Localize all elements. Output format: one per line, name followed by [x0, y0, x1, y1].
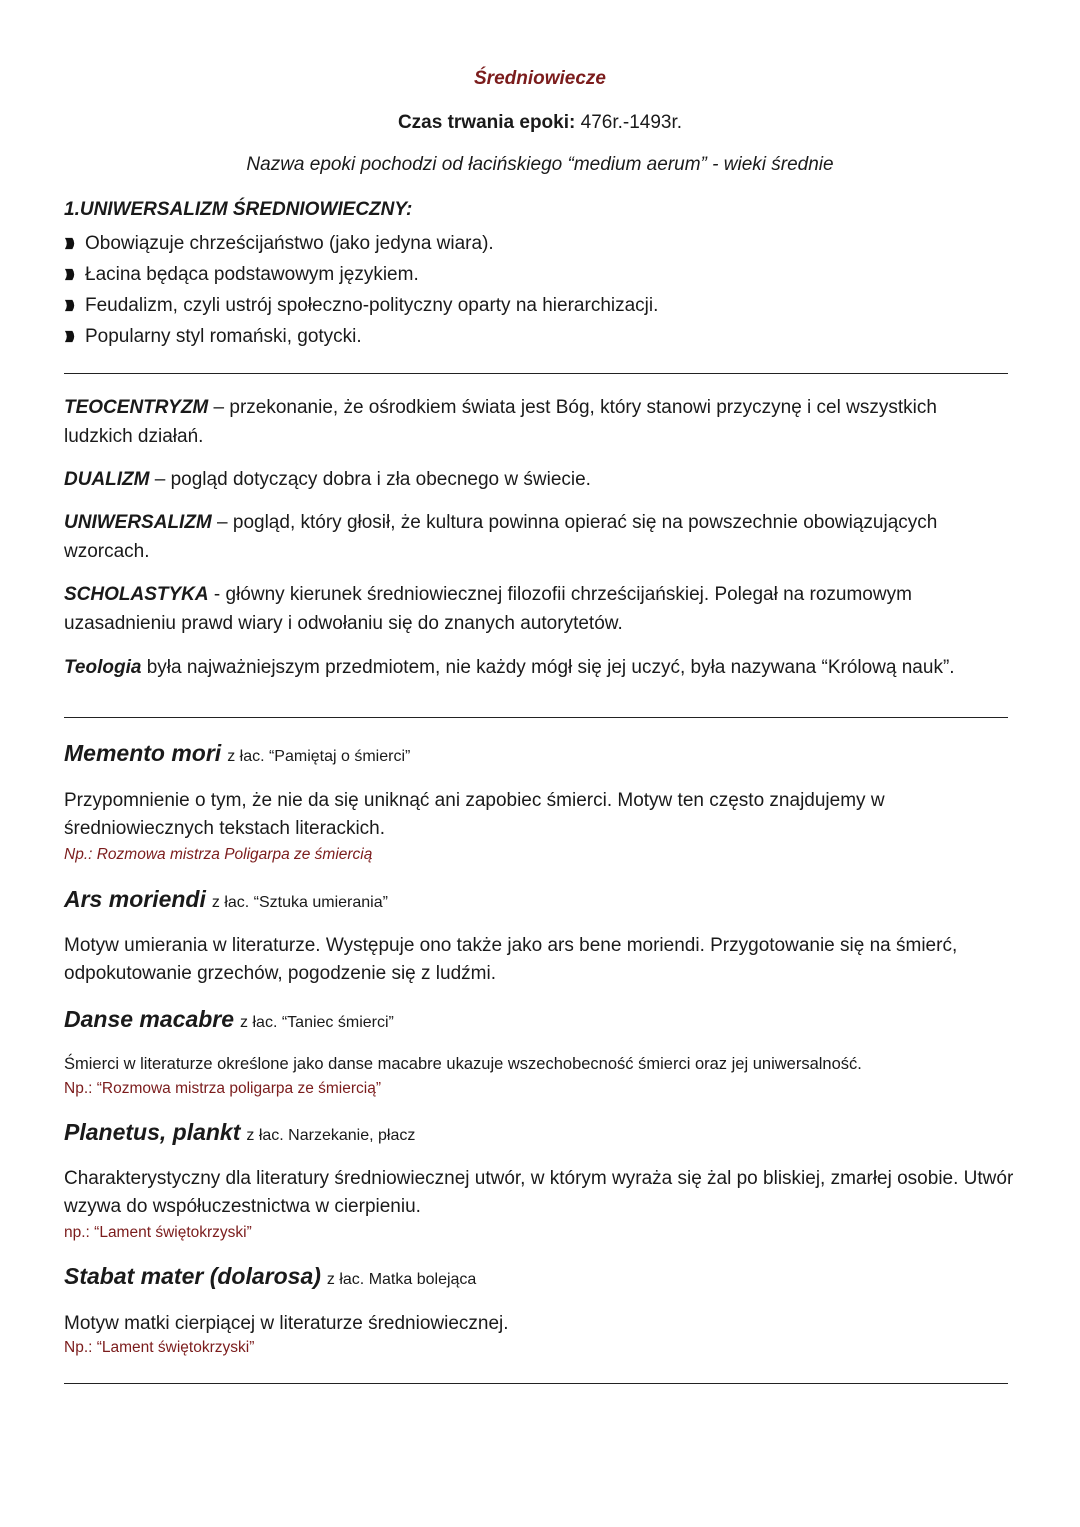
motif-translation: z łac. Matka bolejąca — [326, 1271, 477, 1288]
bullet-text: Feudalizm, czyli ustrój społeczno-polityczny oparty na hierarchizacji. — [85, 294, 659, 316]
divider — [64, 373, 1008, 374]
definition-teocentryzm — [64, 393, 1008, 451]
definition-text: była najważniejszym przedmiotem, nie każdy mógł się jej uczyć, była nazywana “Królową nauk”. — [141, 657, 955, 678]
definition-term: Teologia — [64, 657, 142, 678]
motif-example: np.: “Lament świętokrzyski” — [64, 1224, 252, 1241]
epoch-name-origin: Nazwa epoki pochodzi od łacińskiego “medium aerum” - wieki średnie — [246, 154, 834, 175]
motif-translation: z łac. “Pamiętaj o śmierci” — [227, 748, 411, 765]
page-title: Średniowiecze — [474, 68, 606, 89]
motif-translation: z łac. “Sztuka umierania” — [211, 894, 388, 911]
definition-term: TEOCENTRYZM — [64, 397, 209, 418]
motif-heading-ars-moriendi — [64, 886, 388, 913]
bullet-text: Łacina będąca podstawowym językiem. — [85, 263, 419, 285]
period-label: Czas trwania epoki: — [397, 112, 576, 133]
motif-name: Ars moriendi — [64, 886, 206, 912]
divider — [64, 717, 1008, 718]
epoch-period — [0, 112, 1080, 134]
divider — [64, 1383, 1008, 1384]
list-item — [64, 321, 658, 352]
bullet-text: Popularny styl romański, gotycki. — [85, 325, 362, 347]
motif-heading-danse-macabre — [64, 1006, 394, 1033]
motif-description: Motyw umierania w literaturze. Występuje ono także jako ars bene moriendi. Przygotowanie się na śmierć, odpokutowanie grzechów, pogodzenie się z ludźmi. — [64, 935, 958, 984]
definition-scholastyka — [64, 580, 1008, 638]
bullet-text: Obowiązuje chrześcijaństwo (jako jedyna wiara). — [85, 232, 494, 254]
motif-description: Przypomnienie o tym, że nie da się uniknąć ani zapobiec śmierci. Motyw ten często znajdujemy w średniowiecznych tekstach literackich. — [64, 790, 885, 839]
definition-text: – przekonanie, że ośrodkiem świata jest Bóg, który stanowi przyczynę i cel wszystkich ludzkich działań. — [64, 397, 937, 447]
definition-dualizm — [64, 465, 1008, 494]
motif-heading-planetus — [64, 1119, 415, 1146]
definition-text: – pogląd dotyczący dobra i zła obecnego w świecie. — [149, 469, 591, 490]
definition-term: UNIWERSALIZM — [64, 512, 212, 533]
list-item — [64, 290, 658, 321]
bullet-icon — [64, 299, 77, 312]
motif-heading-stabat-mater — [64, 1263, 476, 1290]
motif-example: Np.: “Lament świętokrzyski” — [64, 1339, 255, 1356]
definition-term: SCHOLASTYKA — [64, 584, 209, 605]
definition-text: – pogląd, który głosił, że kultura powinna opierać się na powszechnie obowiązujących wzorcach. — [64, 512, 938, 562]
motif-translation: z łac. “Taniec śmierci” — [240, 1014, 394, 1031]
definition-text: - główny kierunek średniowiecznej filozofii chrześcijańskiej. Polegał na rozumowym uzasadnieniu prawd wiary i odwołaniu się do znanych autorytetów. — [64, 584, 912, 634]
motif-example: Np.: “Rozmowa mistrza poligarpa ze śmiercią” — [64, 1080, 381, 1097]
motif-name: Stabat mater (dolarosa) — [64, 1263, 321, 1289]
motif-example: Np.: Rozmowa mistrza Poligarpa ze śmiercią — [64, 846, 373, 863]
period-value: 476r.-1493r. — [580, 112, 683, 133]
definition-teologia — [64, 653, 1008, 682]
bullet-icon — [64, 330, 77, 343]
motif-name: Planetus, plankt — [64, 1119, 241, 1145]
definition-term: DUALIZM — [64, 469, 150, 490]
list-item — [64, 259, 658, 290]
definition-uniwersalizm — [64, 508, 1008, 566]
bullet-icon — [64, 237, 77, 250]
section-heading: 1.UNIWERSALIZM ŚREDNIOWIECZNY: — [64, 199, 413, 220]
motif-name: Danse macabre — [64, 1006, 235, 1032]
motif-name: Memento mori — [64, 740, 222, 766]
motif-description: Charakterystyczny dla literatury średniowiecznej utwór, w którym wyraża się żal po bliskiej, zmarłej osobie. Utwór wzywa do współuczestnictwa w cierpieniu. — [64, 1168, 1014, 1217]
motif-heading-memento-mori — [64, 740, 410, 767]
motif-description: Motyw matki cierpiącej w literaturze średniowiecznej. — [64, 1313, 509, 1334]
list-item — [64, 228, 658, 259]
bullet-icon — [64, 268, 77, 281]
motif-translation: z łac. Narzekanie, płacz — [246, 1127, 416, 1144]
motif-description: Śmierci w literaturze określone jako danse macabre ukazuje wszechobecność śmierci oraz jej uniwersalność. — [64, 1055, 862, 1073]
bullet-list — [64, 228, 658, 352]
